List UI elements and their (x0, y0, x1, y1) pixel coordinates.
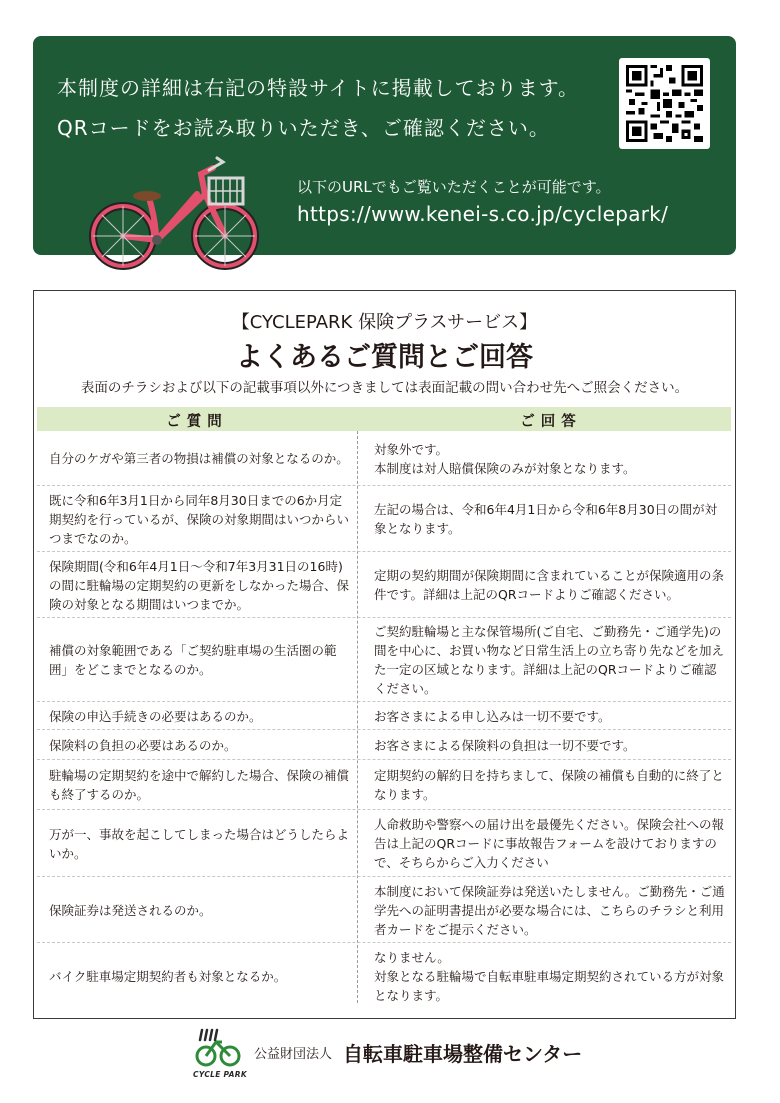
question-cell: 保険の申込手続きの必要はあるのか。 (49, 708, 262, 724)
faq-title: よくあるご質問とご回答 (236, 342, 533, 373)
answer-cell: ご契約駐輪場と主な保管場所(ご自宅、ご勤務先・ご通学先)の間を中心に、お買い物など日常生活上の立ち寄り先などを加えた一定の区域となります。詳細は上記のQRコードよりご確認ください。 (374, 624, 725, 696)
header-question: ご質問 (166, 414, 228, 430)
question-cell: 保険期間(令和6年4月1日～令和7年3月31日の16時)の間に駐輪場の定期契約の更新をしなかった場合、保険の対象となる期間はいつまでか。 (49, 558, 350, 612)
table-row (34, 877, 734, 943)
faq-panel (33, 290, 736, 1019)
banner-text-line1: 本制度の詳細は右記の特設サイトに掲載しております。 (57, 76, 579, 100)
table-row (34, 730, 734, 760)
faq-table-header (37, 407, 731, 431)
table-row (34, 760, 734, 810)
answer-cell: 定期契約の解約日を持ちまして、保険の補償も自動的に終了となります。 (374, 768, 724, 802)
table-row (34, 702, 734, 730)
org-name: 自転車駐車場整備センター (343, 1042, 583, 1066)
question-cell: 補償の対象範囲である「ご契約駐車場の生活圏の範囲」をどこまでとなるのか。 (49, 643, 337, 677)
answer-cell: お客さまによる申し込みは一切不要です。 (374, 708, 611, 724)
table-row (34, 810, 734, 877)
table-row (34, 943, 734, 1009)
answer-cell: 本制度において保険証券は発送いたしません。ご勤務先・ご通学先への証明書提出が必要な場合には、こちらのチラシと利用者カードをご提示ください。 (374, 883, 725, 937)
info-banner (33, 36, 736, 255)
answer-cell: なりません。 対象となる駐輪場で自転車駐車場定期契約されている方が対象となります。 (374, 949, 725, 1003)
site-url-link[interactable]: https://www.kenei-s.co.jp/cyclepark/ (297, 202, 669, 226)
header-answer: ご回答 (520, 414, 582, 430)
question-cell: 駐輪場の定期契約を途中で解約した場合、保険の補償も終了するのか。 (49, 768, 350, 802)
faq-note: 表面のチラシおよび以下の記載事項以外につきましては表面記載の問い合わせ先へご照会ください。 (80, 380, 689, 396)
question-cell: 万が一、事故を起こしてしまった場合はどうしたらよいか。 (49, 826, 350, 861)
faq-subtitle: 【CYCLEPARK 保険プラスサービス】 (231, 312, 538, 333)
question-cell: 保険料の負担の必要はあるのか。 (49, 737, 237, 753)
answer-cell: 左記の場合は、令和6年4月1日から令和6年8月30日の間が対象となります。 (374, 502, 718, 536)
table-row (34, 486, 734, 552)
question-cell: バイク駐車場定期契約者も対象となるか。 (49, 968, 287, 984)
answer-cell: 人命救助や警察への届け出を最優先ください。保険会社への報告は上記のQRコードに事故報告フォームを設けておりますので、そちらからご入力ください (374, 817, 725, 870)
banner-text-line2: QRコードをお読み取りいただき、ご確認ください。 (57, 116, 550, 140)
answer-cell: 対象外です。 本制度は対人賠償保険のみが対象となります。 (374, 441, 636, 476)
logo-text: CYCLE PARK (193, 1070, 247, 1079)
url-note: 以下のURLでもご覧いただくことが可能です。 (297, 178, 611, 196)
bicycle-illustration (85, 154, 261, 272)
qr-code[interactable] (619, 58, 710, 149)
org-type: 公益財団法人 (254, 1047, 333, 1062)
qr-code-icon (626, 65, 703, 142)
table-row (34, 431, 734, 486)
answer-cell: 定期の契約期間が保険期間に含まれていることが保険適用の条件です。詳細は上記のQRコードよりご確認ください。 (374, 568, 725, 602)
question-cell: 既に令和6年3月1日から同年8月30日までの6か月定期契約を行っているが、保険の対象期間はいつからいつまでなのか。 (49, 492, 350, 546)
question-cell: 自分のケガや第三者の物損は補償の対象となるのか。 (49, 451, 349, 466)
table-row (34, 618, 734, 702)
table-row (34, 552, 734, 618)
question-cell: 保険証券は発送されるのか。 (49, 902, 212, 918)
answer-cell: お客さまによる保険料の負担は一切不要です。 (374, 737, 636, 753)
